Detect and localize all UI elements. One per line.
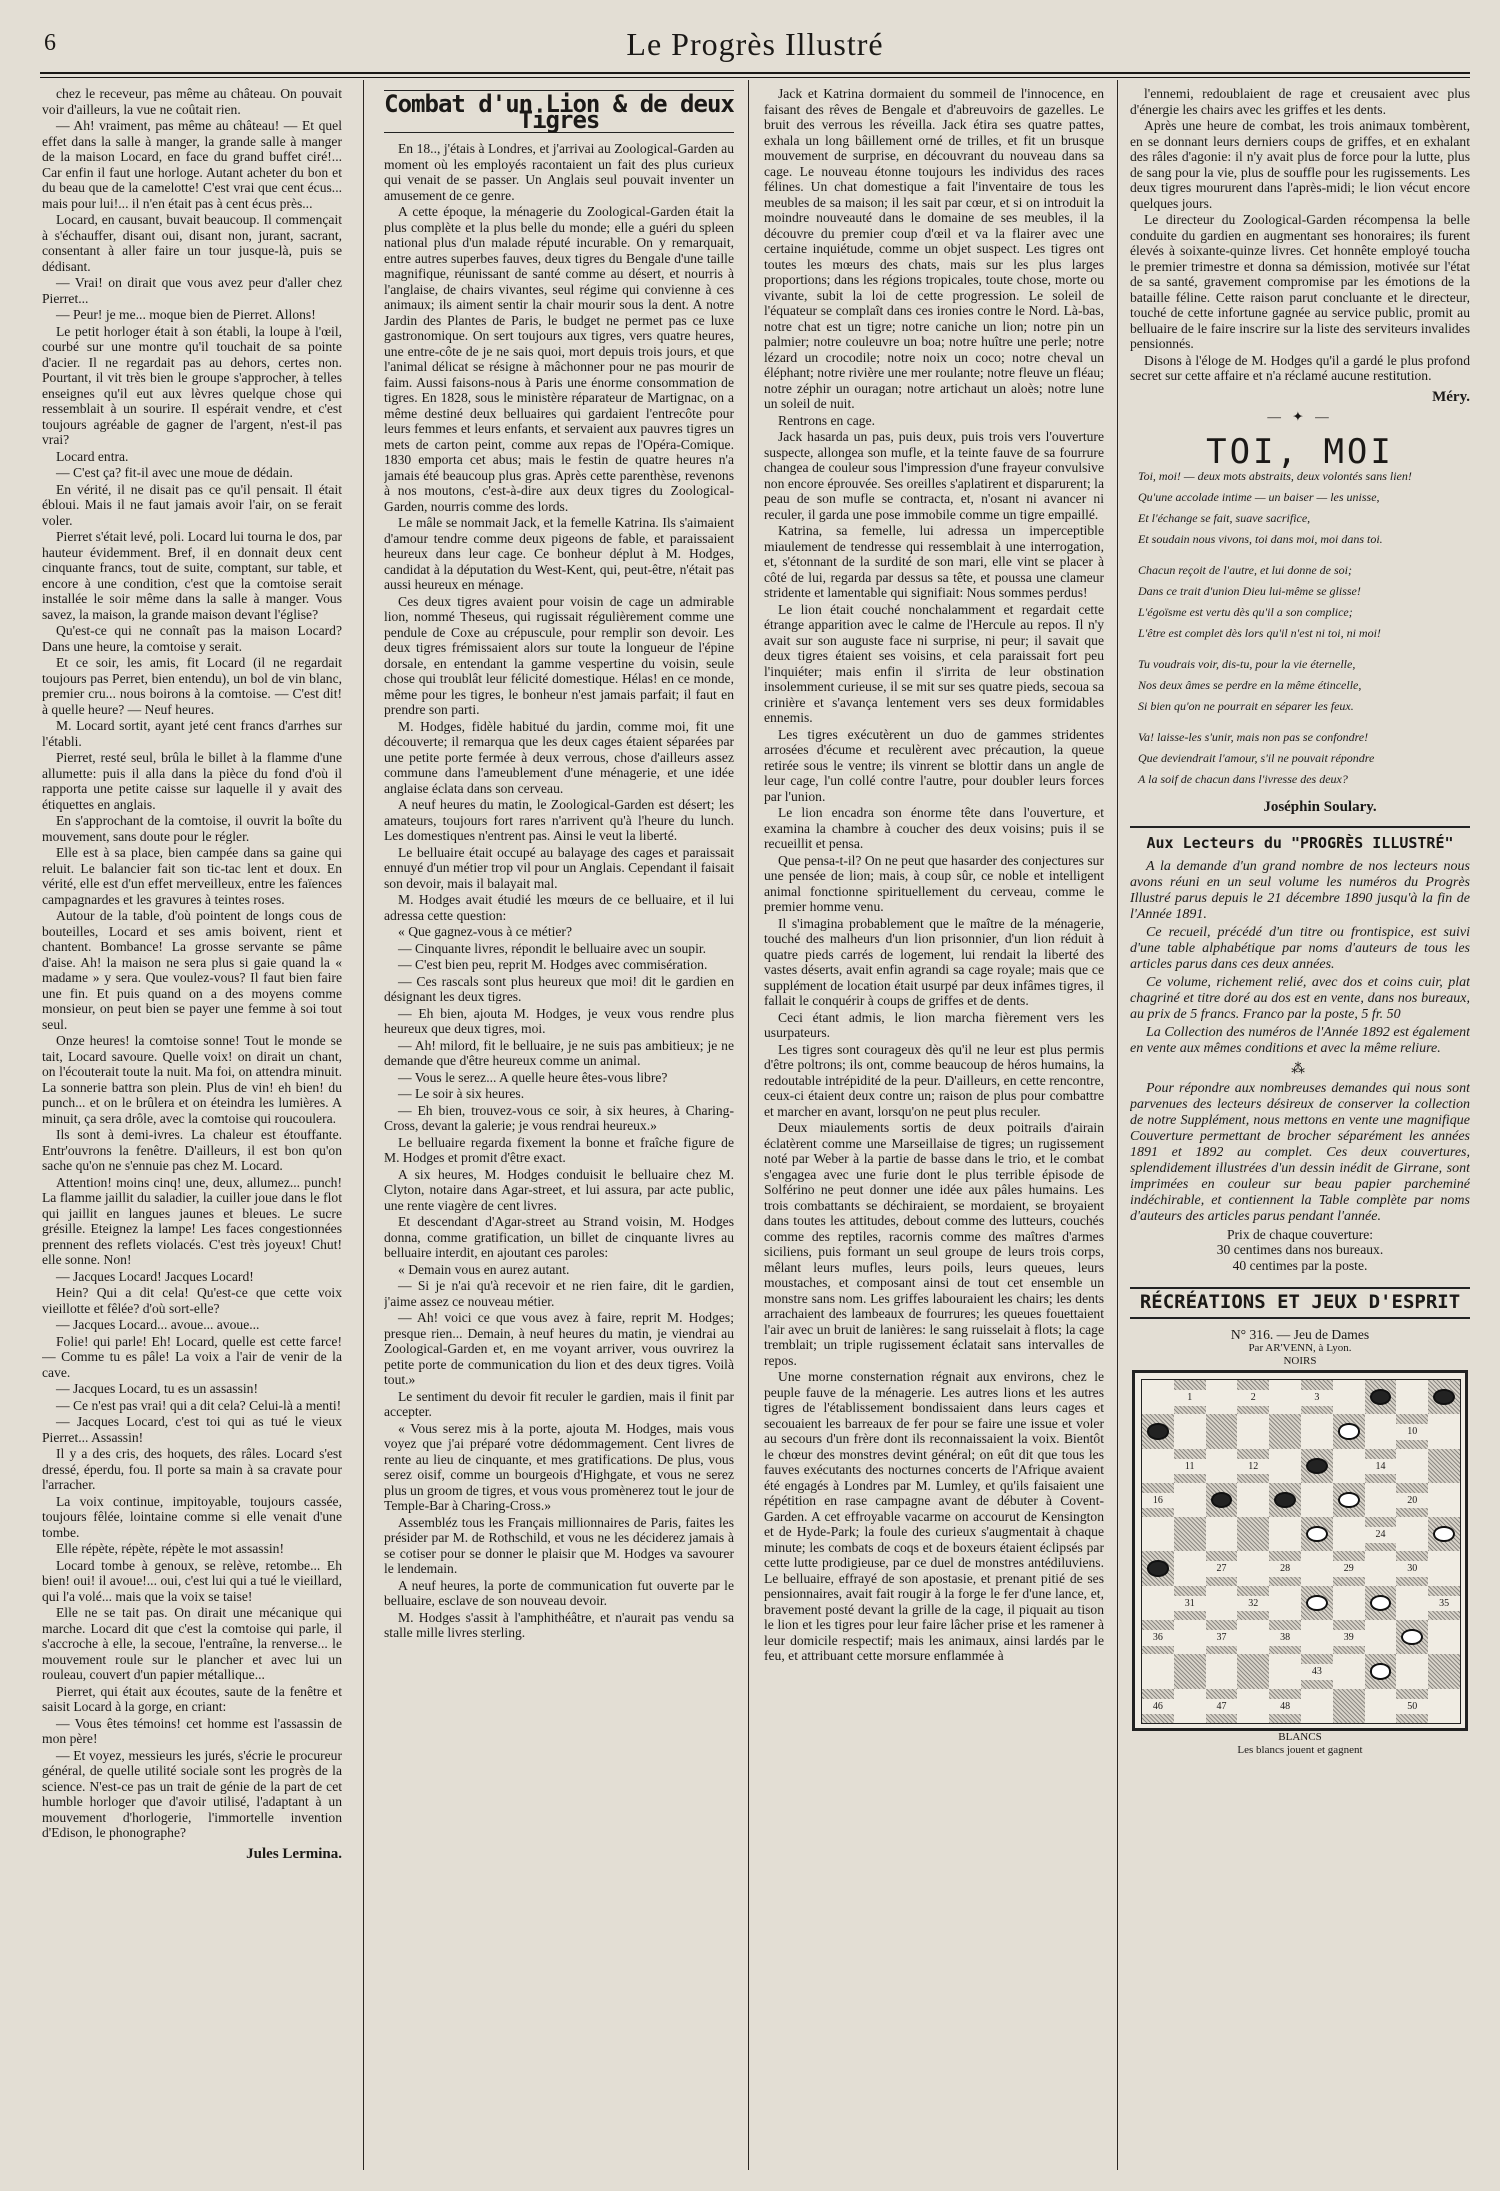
price-label: Prix de chaque couverture: [1226, 1226, 1374, 1242]
notice-paragraph: Ce recueil, précédé d'un titre ou frontispice, est suivi d'une table alphabétique par noms d'auteurs de tous les articles parus dans ces deux années. [1130, 925, 1470, 972]
board-square [1428, 1689, 1460, 1723]
paragraph: — Jacques Locard, tu es un assassin! [56, 1381, 258, 1396]
board-square [1142, 1483, 1174, 1517]
section-rule [1130, 826, 1470, 828]
board-square [1333, 1483, 1365, 1517]
paragraph: Locard entra. [56, 448, 129, 464]
black-side-label: NOIRS [1283, 1355, 1317, 1367]
paragraph: — Ce n'est pas vrai! qui a dit cela? Celui-là a menti! [56, 1397, 342, 1413]
paragraph: Elle est à sa place, bien campée dans sa gaine qui reluit. Le balancier fait son tic-tac lent et doux. En vérité, elle est d'un effet merveilleux, entre les faïences campagnardes et les gravures à teintes roses. [42, 845, 342, 907]
puzzle-byline: Par AR'VENN, à Lyon. [1248, 1342, 1352, 1354]
paragraph: — Jacques Locard, c'est toi qui as tué le vieux Pierret... Assassin! [42, 1414, 342, 1445]
board-square [1142, 1449, 1174, 1483]
notice-paragraph: Pour répondre aux nombreuses demandes qui nous sont parvenues des lecteurs désireux de conserver la collection de notre Supplément, nous mettons en vente une magnifique Couverture permettant de brocher séparément les années 1891 et 1892 au complet. Ces deux couvertures, splendidement illustrées d'un dessin inédit de Girrane, sont imprimées en couleur sur beau papier parcheminé indéchirable, et contiennent la Table complète par noms d'auteurs des articles parus pendant l'année. [1130, 1080, 1470, 1224]
paragraph: Jack hasarda un pas, puis deux, puis trois vers l'ouverture suspecte, allongea son mufle, et la teinte fauve de sa fourrure changea de couleur sous l'impression d'une frayeur convulsive non encore éprouvée. Ses oreilles s'aplatirent et disparurent; la peau de son mufle se contracta, et, n'osant ni avancer ni reculer, il garda une pose immobile comme un tigre empaillé. [764, 429, 1104, 522]
square-number: 24 [1365, 1527, 1397, 1543]
paragraph: Les tigres exécutèrent un duo de gammes stridentes arrosées d'écume et reculèrent avec précaution, la queue retirée sous le ventre; ils vinrent se blottir dans un angle de leur cage, l'un collé contre l'autre, pour doubler leurs forces par l'union. [764, 726, 1104, 804]
square-number: 2 [1237, 1390, 1269, 1406]
paragraph: — Le soir à six heures. [398, 1086, 525, 1101]
paragraph: Pierret, resté seul, brûla le billet à la flamme d'une allumette: puis il alla dans la pièce du fond d'où il rapporta une petite caisse sur laquelle il y avait des étiquettes en anglais. [42, 750, 342, 812]
board-square [1206, 1449, 1238, 1483]
header-rule [40, 72, 1470, 74]
board-square [1269, 1449, 1301, 1483]
paragraph: M. Hodges avait étudié les mœurs de ce belluaire, et il lui adressa cette question: [384, 892, 734, 923]
square-number: 39 [1333, 1630, 1365, 1646]
board-square [1301, 1483, 1333, 1517]
board-square [1396, 1620, 1428, 1654]
board-square [1142, 1517, 1174, 1551]
paragraph: Rentrons en cage. [778, 412, 876, 428]
header-rule-thin [40, 77, 1470, 78]
article-signature: Méry. [1432, 388, 1470, 405]
board-square [1396, 1449, 1428, 1483]
paragraph: Onze heures! la comtoise sonne! Tout le monde se tait, Locard savoure. Quelle voix! on dirait un chant, on l'écouterait toute la nuit. Ma foi, on attendra minuit. La sonnerie battra son plein. Plus de vin! eh bien! du punch... et on le brûlera et on éteindra les lumières. A minuit, ça sera drôle, avec la comtoise qui roucoulera. [42, 1033, 342, 1126]
paragraph: — Eh bien, ajouta M. Hodges, je veux vous rendre plus heureux que deux tigres, moi. [384, 1005, 734, 1036]
paragraph: En vérité, il ne disait pas ce qu'il pensait. Il était ébloui. Mais il ne faut jamais avoir l'air, on se ferait voler. [42, 481, 342, 528]
board-square [1174, 1620, 1206, 1654]
board-square [1333, 1689, 1365, 1723]
black-piece [1306, 1458, 1328, 1474]
board-square [1237, 1414, 1269, 1448]
square-number: 14 [1365, 1459, 1397, 1475]
poem-line: Qu'une accolade intime — un baiser — les unisse, [1138, 490, 1380, 504]
paragraph: M. Locard sortit, ayant jeté cent francs d'arrhes sur l'établi. [42, 718, 342, 749]
board-square [1174, 1689, 1206, 1723]
paragraph: Attention! moins cinq! une, deux, allumez... punch! La flamme jaillit du saladier, la cuiller joue dans le flot qui jaillit en langues jaunes et bleues. Le sucre grésille. Eteignez la lampe! Les faces congestionnées prennent des reflets violacés. C'est très joyeux! Chut! elle sonne. Non! [42, 1174, 342, 1267]
paragraph: — Ah! vraiment, pas même au château! — Et quel effet dans la salle à manger, la grande salle à manger de la maison Locard, en face du grand buffet ciré!... Car enfin il faut une horloge. Autant acheter du bon et du beau que de la camelotte! C'est vrai que cent écus... mais pour lui!... il n'en était pas à cent écus près... [42, 118, 342, 211]
board-square [1206, 1483, 1238, 1517]
board-square [1206, 1380, 1238, 1414]
board-square [1269, 1380, 1301, 1414]
paragraph: En s'approchant de la comtoise, il ouvrit la boîte du mouvement, sans doute pour le régler. [42, 813, 342, 844]
paragraph: Disons à l'éloge de M. Hodges qu'il a gardé le plus profond secret sur cette affaire et n'a réclamé aucune restitution. [1130, 352, 1470, 383]
paragraph: l'ennemi, redoublaient de rage et creusaient avec plus d'énergie les chairs avec les griffes et les dents. [1130, 86, 1470, 117]
white-piece [1306, 1526, 1328, 1542]
journal-title: Le Progrès Illustré [626, 26, 884, 62]
board-square [1301, 1414, 1333, 1448]
board-square [1428, 1586, 1460, 1620]
board-square [1142, 1380, 1174, 1414]
paragraph: Le mâle se nommait Jack, et la femelle Katrina. Ils s'aimaient d'amour tendre comme deux pigeons de fable, et paraissaient heureux dans leur cage. Ce bonheur déplut à M. Hodges, candidat à la députation du West-Kent, qui, peut-être, n'était pas aussi heureux en ménage. [384, 515, 734, 592]
board-square [1142, 1414, 1174, 1448]
board-square [1428, 1620, 1460, 1654]
paragraph: « Vous serez mis à la porte, ajouta M. Hodges, mais vous voyez que j'ai préparé votre dédommagement. Cent livres de rente au lieu de cinquante, et mes gratifications. De plus, vous serez oisif, comme un bourgeois d'Highgate, et vous ne serez plus un groom de tigres, et vous vous promènerez tout le jour de Temple-Bar à Charing-Cross.» [384, 1420, 734, 1513]
square-number: 27 [1206, 1561, 1238, 1577]
paragraph: Le lion encadra son énorme tête dans l'ouverture, et examina la chambre à coucher des deux voisins; puis il se recueillit et pensa. [764, 805, 1104, 851]
board-square [1333, 1620, 1365, 1654]
paragraph: Hein? Qui a dit cela! Qu'est-ce que cette voix vieillotte et fêlée? d'où sort-elle? [42, 1285, 342, 1316]
poem-line: L'égoïsme est vertu dès qu'il a son complice; [1138, 605, 1353, 619]
paragraph: Le directeur du Zoological-Garden récompensa la belle conduite du gardien en augmentant ses honoraires; ils furent élevés à soixante-quinze livres. Cet honnête employé toucha le premier trimestre et donna sa démission, motivée sur l'état de sa santé, gravement compromise par les émotions de la bataille féline. Cette raison parut concluante et le directeur, touché de cette infortune gagnée au service public, promit au belluaire de le faire inscrire sur la liste des serviteurs invalides pensionnés. [1130, 212, 1470, 351]
paragraph: Ils sont à demi-ivres. La chaleur est étouffante. Entr'ouvrons la fenêtre. D'ailleurs, il est bon qu'on sache qu'on ne s'ennuie pas chez M. Locard. [42, 1127, 342, 1173]
paragraph: Ces deux tigres avaient pour voisin de cage un admirable lion, nommé Theseus, qui rugissait régulièrement comme une pendule de Coxe au crépuscule, pour remplir son devoir. Les deux tigres frémissaient alors sur toute la longueur de l'épine dorsale, en entendant la gamme vespertine du voisin, seule chose qui troublât leur félicité domestique. Hélas! en ce monde, même pour les tigres, le bonheur n'est jamais parfait; il faut en prendre son parti. [384, 593, 734, 717]
paragraph: A six heures, M. Hodges conduisit le belluaire chez M. Clyton, notaire dans Agar-street, et lui assura, par acte public, une rente viagère de cent livres. [384, 1166, 734, 1213]
white-piece [1370, 1595, 1392, 1611]
poem-line: Chacun reçoit de l'autre, et lui donne de soi; [1138, 563, 1352, 577]
square-number: 12 [1237, 1459, 1269, 1475]
notice-title: Aux Lecteurs du "PROGRÈS ILLUSTRÉ" [1146, 833, 1454, 852]
paragraph: — C'est ça? fit-il avec une moue de dédain. [56, 465, 293, 480]
board-square [1237, 1654, 1269, 1688]
paragraph: Et ce soir, les amis, fit Locard (il ne regardait toujours pas Perret, bien entendu), un bol de vin blanc, premier cru... nous boirons à la comtoise. — C'est dit! à quelle heure? — Neuf heures. [42, 655, 342, 717]
paragraph: En 18.., j'étais à Londres, et j'arrivai au Zoological-Garden au moment où les employés racontaient un fait des plus curieux qui venait de se passer. Un Anglais seul pouvait inventer un amusement de ce genre. [384, 141, 734, 203]
board-square [1174, 1449, 1206, 1483]
black-piece [1147, 1560, 1169, 1576]
board-square [1301, 1654, 1333, 1688]
column-lion-tigers [384, 86, 734, 2166]
black-piece [1370, 1389, 1392, 1405]
board-square [1206, 1517, 1238, 1551]
board-square [1301, 1380, 1333, 1414]
board-square [1142, 1586, 1174, 1620]
board-square [1428, 1380, 1460, 1414]
price-line: 30 centimes dans nos bureaux. [1216, 1242, 1384, 1257]
paragraph: Et descendant d'Agar-street au Strand voisin, M. Hodges donna, comme gratification, un billet de cinquante livres au belluaire interdit, en ajoutant ces paroles: [384, 1214, 734, 1260]
board-square [1206, 1586, 1238, 1620]
board-square [1396, 1586, 1428, 1620]
paragraph: Les tigres sont courageux dès qu'il ne leur est plus permis d'être poltrons; ils ont, comme beaucoup de héros humains, la redoutable intrépidité de la peur. D'ailleurs, en cette rencontre, ceux-ci étaient deux contre un; raison de plus pour combattre et marcher en avant, lorsqu'on ne peut plus reculer. [764, 1041, 1104, 1119]
poem-line: Va! laisse-les s'unir, mais non pas se confondre! [1138, 730, 1369, 744]
board-square [1142, 1689, 1174, 1723]
paragraph: — Jacques Locard! Jacques Locard! [56, 1268, 254, 1284]
poem-line: Et soudain nous vivons, toi dans moi, moi dans toi. [1138, 532, 1383, 546]
paragraph: Katrina, sa femelle, lui adressa un imperceptible miaulement de tendresse qui ressemblait à une interrogation, et, s'étonnant de la surdité de son mari, elle vint se placer à côté de lui, regarda par dessus sa tête, et poussa une clameur stridente et lamentable qui signifiait: Nous sommes perdus! [764, 523, 1104, 600]
checkers-board [1141, 1379, 1461, 1724]
board-square [1301, 1620, 1333, 1654]
poem-line: Si bien qu'on ne pourrait en séparer les feux. [1138, 699, 1354, 713]
paragraph: Ceci étant admis, le lion marcha fièrement vers les usurpateurs. [764, 1009, 1104, 1040]
poem-line: L'être est complet dès lors qu'il n'est ni toi, ni moi! [1138, 626, 1381, 640]
board-square [1396, 1380, 1428, 1414]
puzzle-number: N° 316. — Jeu de Dames [1230, 1326, 1370, 1342]
board-square [1174, 1414, 1206, 1448]
paragraph: Il s'imagina probablement que le maître de la ménagerie, touché des malheurs d'un lion prisonnier, d'un lion réduit à quatre pieds carrés de logement, lui rendait la liberté des vastes déserts, avait enfin agrandi sa cage royale; mais que ce supplément de location était usurpé par deux infâmes tigres, il fallait le conquérir à coups de griffes et de dents. [764, 915, 1104, 1008]
board-square [1301, 1586, 1333, 1620]
board-square [1333, 1414, 1365, 1448]
board-square [1237, 1380, 1269, 1414]
poem-body [1138, 466, 1470, 790]
square-number: 43 [1301, 1664, 1333, 1680]
board-square [1174, 1517, 1206, 1551]
square-number: 32 [1237, 1596, 1269, 1612]
board-square [1142, 1620, 1174, 1654]
board-square [1174, 1586, 1206, 1620]
poem-line: Que deviendrait l'amour, s'il ne pouvait répondre [1138, 751, 1375, 765]
board-square [1206, 1414, 1238, 1448]
board-square [1333, 1380, 1365, 1414]
paragraph: Locard, en causant, buvait beaucoup. Il commençait à s'échauffer, disant oui, disant non, jurant, sacrant, consentant à aller faire un tour jusque-là, puis se dédisant. [42, 212, 342, 274]
paragraph: Que pensa-t-il? On ne peut que hasarder des conjectures sur une pensée de lion; mais, à coup sûr, ce noble et intelligent animal fonctionne spirituellement du cerveau, comme le premier homme venu. [764, 852, 1104, 914]
paragraph: M. Hodges, fidèle habitué du jardin, comme moi, fit une découverte; il remarqua que les deux cages étaient séparées par une petite porte fermée à deux verrous, chose d'ailleurs assez commune dans l'ameublement d'une ménagerie, et une idée anglaise éclata dans son cerveau. [384, 718, 734, 796]
board-square [1428, 1449, 1460, 1483]
board-square [1365, 1414, 1397, 1448]
column-story-end [42, 86, 342, 2166]
checkers-board-frame [1132, 1370, 1468, 1731]
paragraph: Après une heure de combat, les trois animaux tombèrent, en se donnant leurs derniers coups de griffes, et en exhalant des râles d'agonie: il n'y avait plus de force pour la lutte, plus de sang pour la vie, plus de souffle pour les rugissements. Les deux tigres moururent dans l'après-midi; le lion vécut encore quelques jours. [1130, 118, 1470, 211]
paragraph: — Si je n'ai qu'à recevoir et ne rien faire, dit le gardien, j'aime assez ce nouveau métier. [384, 1278, 734, 1309]
board-square [1237, 1551, 1269, 1585]
story-signature: Jules Lermina. [246, 1845, 342, 1862]
paragraph: — Et voyez, messieurs les jurés, s'écrie le procureur général, de quelle utilité sociale sont les progrès de la science. N'est-ce pas un trait de génie de la part de cet humble horloger que d'avoir utilisé, l'adaptant à un mouvement d'horlogerie, l'immortelle invention d'Edison, le phonographe? [42, 1747, 342, 1840]
board-square [1365, 1654, 1397, 1688]
black-piece [1433, 1389, 1455, 1405]
paragraph: Autour de la table, d'où pointent de longs cous de bouteilles, Locard et ses amis boivent, rient et chantent. Bombance! La grosse servante se pâme d'aise. Ah! la maison ne sera plus si gaie quand la « madame » y sera. Que voulez-vous? Il faut bien faire une fin. Et puis quand on a des moyens comme monsieur, on peut bien se payer une femme à soi tout seul. [42, 908, 342, 1032]
paragraph: — Eh bien, trouvez-vous ce soir, à six heures, à Charing-Cross, devant la galerie; je vous rendrai heureux.» [384, 1102, 734, 1133]
paragraph: « Que gagnez-vous à ce métier? [398, 924, 572, 939]
board-square [1428, 1551, 1460, 1585]
square-number: 10 [1396, 1424, 1428, 1440]
board-square [1333, 1551, 1365, 1585]
board-square [1396, 1517, 1428, 1551]
square-number: 46 [1142, 1699, 1174, 1715]
white-piece [1370, 1663, 1392, 1679]
paragraph: Il y a des cris, des hoquets, des râles. Locard s'est dressé, éperdu, fou. Il porte sa main à sa cravate pour l'arracher. [42, 1446, 342, 1492]
square-number: 1 [1174, 1390, 1206, 1406]
board-square [1237, 1517, 1269, 1551]
notice-paragraph: A la demande d'un grand nombre de nos lecteurs nous avons réuni en un seul volume les numéros du Progrès Illustré parus depuis le 21 décembre 1890 jusqu'à la fin de l'Année 1891. [1130, 859, 1470, 922]
board-square [1174, 1380, 1206, 1414]
paragraph: — Vous êtes témoins! cet homme est l'assassin de mon père! [42, 1715, 342, 1746]
board-square [1365, 1689, 1397, 1723]
paragraph: « Demain vous en aurez autant. [398, 1261, 570, 1277]
square-number: 11 [1174, 1459, 1206, 1475]
board-square [1428, 1517, 1460, 1551]
black-piece [1211, 1492, 1233, 1508]
paragraph: Elle ne se tait pas. On dirait une mécanique qui marche. Locard dit que c'est la comtoise qui parle, il s'accroche à elle, la secoue, l'entraîne, la renverse... le mouvement roule sur le plancher et avec lui un rouleau, couvert d'un papier métallique... [42, 1605, 342, 1682]
black-piece [1274, 1492, 1296, 1508]
board-square [1206, 1689, 1238, 1723]
article-title: Combat d'un Lion & de deux Tigres [384, 90, 734, 134]
board-square [1301, 1551, 1333, 1585]
paragraph: — Ah! voici ce que vous avez à faire, reprit M. Hodges; presque rien... Demain, à neuf heures du matin, je viendrai au Zoological-Garden et, en me voyant arriver, vous ouvrirez la petite porte de communication du lion et des deux tigres. Voilà tout.» [384, 1310, 734, 1387]
square-number: 38 [1269, 1630, 1301, 1646]
board-square [1269, 1620, 1301, 1654]
column-divider [748, 80, 749, 2170]
board-square [1237, 1586, 1269, 1620]
paragraph: — Ces rascals sont plus heureux que moi! dit le gardien en désignant les deux tigres. [384, 973, 734, 1004]
article-paragraphs-cont [764, 86, 1104, 1664]
board-square [1365, 1551, 1397, 1585]
poem-line: Toi, moi! — deux mots abstraits, deux volontés sans lien! [1138, 469, 1412, 483]
board-square [1396, 1483, 1428, 1517]
paragraph: Le belluaire était occupé au balayage des cages et paraissait ennuyé d'un métier trop vil pour un Anglais. Cependant il faisait son devoir, mais il balayait mal. [384, 844, 734, 891]
board-square [1142, 1551, 1174, 1585]
square-number: 30 [1396, 1561, 1428, 1577]
poem-title: TOI, MOI [1206, 431, 1394, 472]
board-square [1365, 1380, 1397, 1414]
board-square [1269, 1483, 1301, 1517]
poem-line: Tu voudrais voir, dis-tu, pour la vie éternelle, [1138, 657, 1356, 671]
paragraph: Locard tombe à genoux, se relève, retombe... Eh bien! oui! il avoue!... oui, c'est lui qui a tué le vieillard, qui l'a volé... mais que la voix se taise! [42, 1557, 342, 1604]
board-square [1365, 1517, 1397, 1551]
article-paragraphs-end [1130, 86, 1470, 384]
paragraph: Pierret, qui était aux écoutes, saute de la fenêtre et saisit Locard à la gorge, en criant: [42, 1683, 342, 1714]
board-square [1237, 1689, 1269, 1723]
board-square [1333, 1449, 1365, 1483]
square-number: 3 [1301, 1390, 1333, 1406]
board-square [1174, 1654, 1206, 1688]
board-square [1174, 1551, 1206, 1585]
board-square [1237, 1449, 1269, 1483]
poem-line: Et l'échange se fait, suave sacrifice, [1138, 511, 1311, 525]
poem-line: Dans ce trait d'union Dieu lui-même se glisse! [1138, 584, 1361, 598]
paragraph: Pierret s'était levé, poli. Locard lui tourna le dos, par hauteur évidemment. Bref, il en donnait deux cent cinquante francs, tout de suite, comptant, sur table, et encore à une condition, c'est que la comtoise serait installée le soir même dans la salle à manger. Vous savez, la maison, la grande maison devant l'église? [42, 529, 342, 622]
board-square [1237, 1620, 1269, 1654]
paragraph: Le belluaire regarda fixement la bonne et fraîche figure de M. Hodges et promit d'être exact. [384, 1134, 734, 1165]
board-square [1269, 1517, 1301, 1551]
poem-line: A la soif de chacun dans l'ivresse des deux? [1138, 772, 1348, 786]
notice-paragraph: La Collection des numéros de l'Année 1892 est également en vente aux mêmes conditions et avec la même reliure. [1130, 1025, 1470, 1056]
paragraph: — Peur! je me... moque bien de Pierret. Allons! [56, 307, 316, 322]
column-lion-tigers-cont [764, 86, 1104, 2166]
paragraph: Qu'est-ce qui ne connaît pas la maison Locard? Dans une heure, la comtoise y serait. [42, 623, 342, 654]
poem-line: Nos deux âmes se perdre en la même étincelle, [1138, 678, 1362, 692]
poem-author: Joséphin Soulary. [1263, 799, 1377, 815]
square-number: 28 [1269, 1561, 1301, 1577]
notice-paragraph: Ce volume, richement relié, avec dos et coins cuir, plat chagriné et titre doré au dos est en vente, dans nos bureaux, au prix de 5 francs. Franco par la poste, 5 fr. 50 [1130, 975, 1470, 1022]
board-square [1269, 1414, 1301, 1448]
board-square [1396, 1654, 1428, 1688]
page-header [40, 22, 1470, 68]
square-number: 37 [1206, 1630, 1238, 1646]
board-square [1396, 1551, 1428, 1585]
paragraph: Deux miaulements sortis de deux poitrails d'airain éclatèrent comme une Marseillaise de tigres; un rugissement noté par Weber à la partie de basse dans le trio, et le combat s'engagea avec une furie dont le plus terrible épisode de Solférino ne peut donner une idée aux pâles humains. Les trois combattants se déchiraient, se mordaient, se broyaient dans toutes les attitudes, debout comme des lutteurs, couchés comme des reptiles, racornis comme des maîtres d'armes siciliens, puis formant un seul groupe de leurs trois corps, mêlant leurs mufles, leurs poils, leurs queues, leurs moustaches, et composant ainsi de tout cet ensemble un monstre sans nom. Les griffes labouraient les chairs; les dents arrachaient des lambeaux de fourrures; les queues fouettaient l'air avec un bruit de lanières: le sang ruisselait à flots; la cage tremblait; un triple rugissement éclatait sans intervalles de repos. [764, 1120, 1104, 1368]
board-square [1301, 1449, 1333, 1483]
board-square [1365, 1586, 1397, 1620]
square-number: 16 [1142, 1493, 1174, 1509]
white-piece [1306, 1595, 1328, 1611]
board-square [1206, 1620, 1238, 1654]
paragraph: Le petit horloger était à son établi, la loupe à l'œil, courbé sur une montre qu'il touchait de sa pointe d'acier. Il ne regardait pas au dehors, certes non. Pourtant, il vit très bien le groupe s'approcher, à telles enseignes qu'il eut aux lèvres quelque chose qui ressemblait à un sourire. Il espérait vendre, et c'est toujours agréable de gagner de l'argent, n'est-il pas vrai? [42, 323, 342, 447]
paragraph: Assembléz tous les Français millionnaires de Paris, faites les présider par M. de Rothschild, et vous ne les déciderez jamais à se cotiser pour se donner le plaisir que M. Hodges va savourer le lendemain. [384, 1514, 734, 1576]
board-square [1428, 1654, 1460, 1688]
price-line: 40 centimes par la poste. [1232, 1257, 1368, 1273]
board-square [1428, 1483, 1460, 1517]
square-number: 48 [1269, 1699, 1301, 1715]
page-number: 6 [44, 30, 56, 56]
paragraph: A neuf heures, la porte de communication fut ouverte par le belluaire, esclave de son nouveau devoir. [384, 1577, 734, 1608]
paragraph: Jack et Katrina dormaient du sommeil de l'innocence, en faisant des rêves de Bengale et d'abreuvoirs de gazelles. Le bruit des verrous les réveilla. Jack étira ses quatre pattes, exhala un long bâillement orné de trilles, et fit un brusque mouvement de surprise, en découvrant du nouveau dans sa cage. Le nouveau étonne toujours les individus des races félines. Un chat domestique a fait l'inventaire de tous les meubles de sa maison; il les sait par cœur, et si on introduit la moindre nouveauté dans le domaine de ses meubles, il la découvre du premier coup d'œil et va la flairer avec une certaine inquiétude, comme un objet suspect. Les tigres ont toutes les mœurs des chats, mais sur les plus larges proportions; dans les régions tropicales, toute chose, morte ou vivante, subit la loi de cette progression. Le soleil de l'équateur se complaît dans ces ironies contre le Nord. Là-bas, notre chat est un tigre; notre caniche un lion; notre pin un palmier; notre couleuvre un boa; notre huître une perle; notre lézard un crocodile; notre noix un coco; notre cheval un éléphant; notre rivière une mer roulante; notre fleuve un fléau; notre zéphir un ouragan; notre artichaut un aloès; notre lune un soleil de nuit. [764, 86, 1104, 411]
paragraph: — Cinquante livres, répondit le belluaire avec un soupir. [398, 940, 707, 956]
board-square [1333, 1517, 1365, 1551]
square-number: 50 [1396, 1699, 1428, 1715]
square-number: 35 [1428, 1596, 1460, 1612]
paragraph: — Vrai! on dirait que vous avez peur d'aller chez Pierret... [42, 275, 342, 306]
board-square [1333, 1586, 1365, 1620]
notice-body [1130, 859, 1470, 1273]
board-square [1428, 1414, 1460, 1448]
board-square [1174, 1483, 1206, 1517]
notice-ornament: ⁂ [1291, 1061, 1309, 1076]
board-square [1206, 1654, 1238, 1688]
board-square [1269, 1551, 1301, 1585]
board-square [1301, 1689, 1333, 1723]
paragraph: — Jacques Locard... avoue... avoue... [56, 1317, 260, 1332]
paragraph: Le sentiment du devoir fit reculer le gardien, mais il finit par accepter. [384, 1388, 734, 1419]
paragraph: Elle répète, répète, répète le mot assassin! [56, 1541, 284, 1556]
paragraph: Folie! qui parle! Eh! Locard, quelle est cette farce! — Comme tu es pâle! La voix a l'air de venir de la cave. [42, 1333, 342, 1380]
square-number: 36 [1142, 1630, 1174, 1646]
paragraph: A neuf heures du matin, le Zoological-Garden est désert; les amateurs, toujours fort rares n'arrivent qu'à l'heure du lunch. Les domestiques n'entrent pas. Ainsi le veut la liberté. [384, 797, 734, 843]
paragraph: La voix continue, impitoyable, toujours cassée, toujours fêlée, lointaine comme si elle venait d'une tombe. [42, 1493, 342, 1540]
paragraph: — Ah! milord, fit le belluaire, je ne suis pas ambitieux; je ne demande que d'être heureux comme un animal. [384, 1037, 734, 1068]
white-side-label: BLANCS [1278, 1731, 1322, 1743]
board-square [1142, 1654, 1174, 1688]
article-paragraphs [384, 141, 734, 1641]
board-square [1396, 1689, 1428, 1723]
paragraph: chez le receveur, pas même au château. On pouvait voir d'ailleurs, la vue ne coûtait rien. [42, 86, 342, 117]
paragraph: M. Hodges s'assit à l'amphithéâtre, et n'aurait pas vendu sa stalle mille livres sterling. [384, 1609, 734, 1640]
white-piece [1338, 1492, 1360, 1508]
paragraph: A cette époque, la ménagerie du Zoological-Garden était la plus complète et la plus belle du monde; elle a guéri du spleen national plus d'un malade réputé incurable. On y remarquait, entre autres superbes fauves, deux tigres du Bengale d'une taille magnifique, réunissant de santé comme au désert, et nourris à l'anglaise, de chairs vivantes, seul régime qui convienne à ces animaux; ils aiment sentir la chair mourir sous la dent. A notre Jardin des Plantes de Paris, le budget ne permet pas ce luxe gastronomique. On sert toujours aux tigres, vers quatre heures, une entre-côte de je ne sais quoi, mort depuis trois jours, et que l'animal délicat se résigne à mâchonner pour ne pas mourir de faim. Aussi faisons-nous à Paris une énorme consommation de tigres. En 1828, sous le ministère réparateur de Martignac, on a même destiné deux belluaires qui gardaient l'entrecôte pour leurs femmes et leurs enfants, et servaient aux pauvres tigres un mets de carton peint, comme aux repas de l'Opéra-Comique. 1830 emporta cet abus; mais le festin de quatre heures n'a jamais été beaucoup plus gras. Après cette parenthèse, revenons à nos moutons, c'est-à-dire aux deux tigres du Zoological-Garden, nourris comme des lords. [384, 204, 734, 514]
paragraph: Le lion était couché nonchalamment et regardait cette étrange apparition avec le calme de l'Hercule au repos. Il n'y avait sur son auguste face ni surprise, ni peur; il savait que deux tigres étaient ses voisins, et cela paraissait fort peu l'inquiéter; mais enfin il s'irrita de leur obstination insolemment curieuse, il se mit sur ses quatre pieds, secoua sa crinière et s'avança lentement vers ses deux formidables ennemis. [764, 601, 1104, 725]
column-divider [1117, 80, 1118, 2170]
column-divider [363, 80, 364, 2170]
white-piece [1338, 1423, 1360, 1439]
white-piece [1433, 1526, 1455, 1542]
square-number: 20 [1396, 1493, 1428, 1509]
board-square [1269, 1586, 1301, 1620]
square-number: 31 [1174, 1596, 1206, 1612]
square-number: 29 [1333, 1561, 1365, 1577]
square-number: 47 [1206, 1699, 1238, 1715]
board-square [1365, 1449, 1397, 1483]
paragraph: Une morne consternation régnait aux environs, chez le peuple fauve de la ménagerie. Les autres lions et les autres tigres de l'établissement bondissaient dans leurs cages et secouaient les barreaux de fer pour se faire une issue et voler au secours d'un frère dont ils reconnaissaient la voix. Bientôt le chœur des monstres devint général; on eût dit que tous les fauves exécutants des nocturnes concerts de l'Afrique avaient été engagés à Londres par M. Lumley, et qu'ils faisaient une répétition en rase campagne avant de débuter à Covent-Garden. A cet effroyable vacarme on accourut de Kensington et de Hyde-Park; la foule des curieux s'augmentait à chaque minute; les combats de coqs et de boxeurs étaient éclipsés par cette lutte prodigieuse, par ce duel de monstres antédiluviens. Le belluaire, effrayé de son apostasie, et prenant pitié de ses pensionnaires, avait fait rougir à la forge le fer d'une lance, et, bravement posté devant la grille de la cage, il piquait au tison le lion et les tigres pour leur faire lâcher prise et les ramener à leur domicile respectif; mais les animaux, ainsi lardés par le feu, et attribuant cette morsure enflammée à [764, 1369, 1104, 1663]
games-title: RÉCRÉATIONS ET JEUX D'ESPRIT [1130, 1287, 1470, 1319]
board-square [1206, 1551, 1238, 1585]
board-square [1365, 1483, 1397, 1517]
board-square [1396, 1414, 1428, 1448]
puzzle-caption: Les blancs jouent et gagnent [1237, 1744, 1363, 1756]
paragraph: — Vous le serez... A quelle heure êtes-vous libre? [398, 1069, 668, 1085]
story-paragraphs [42, 86, 342, 1841]
board-square [1333, 1654, 1365, 1688]
board-square [1365, 1620, 1397, 1654]
paragraph: — C'est bien peu, reprit M. Hodges avec commisération. [398, 957, 708, 972]
board-square [1237, 1483, 1269, 1517]
section-ornament: — ✦ — [1267, 409, 1333, 424]
black-piece [1147, 1423, 1169, 1439]
board-square [1269, 1689, 1301, 1723]
board-square [1269, 1654, 1301, 1688]
column-right [1130, 86, 1470, 2166]
white-piece [1401, 1629, 1423, 1645]
board-square [1301, 1517, 1333, 1551]
